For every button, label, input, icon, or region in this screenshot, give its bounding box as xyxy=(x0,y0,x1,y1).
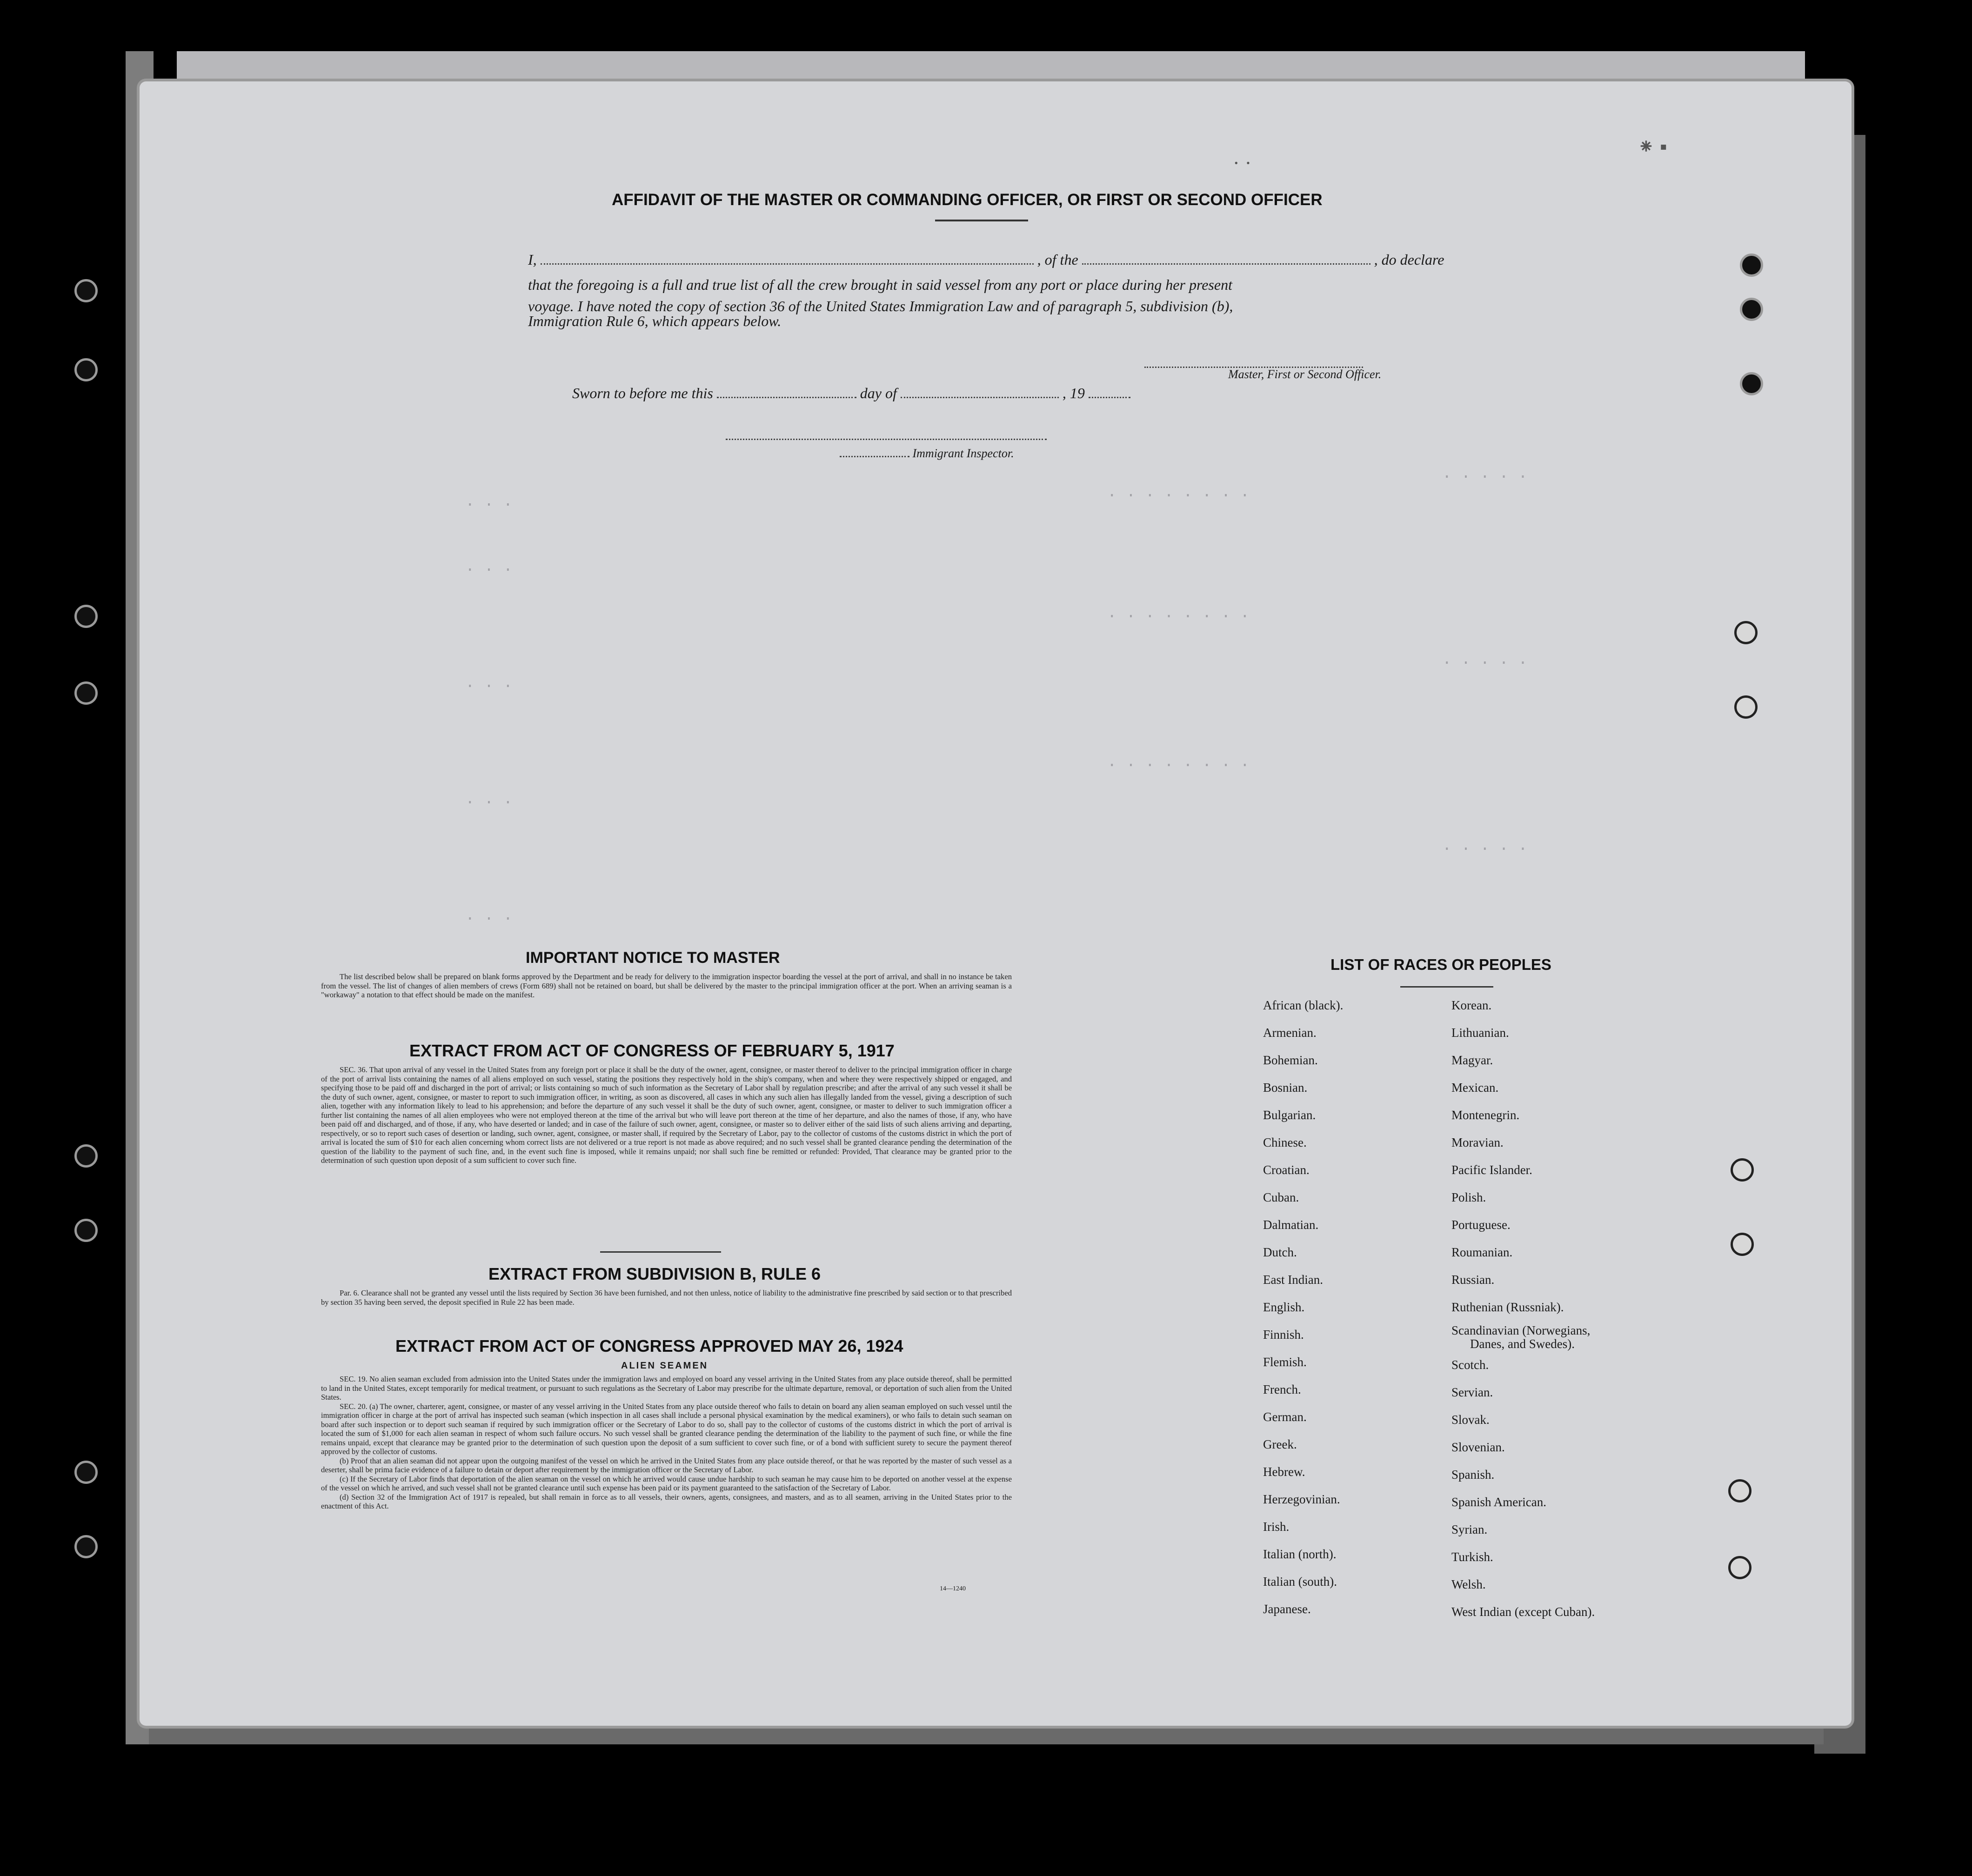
race-item: Italian (south). xyxy=(1263,1575,1337,1589)
binder-hole xyxy=(74,279,98,302)
race-item: Ruthenian (Russniak). xyxy=(1451,1300,1564,1314)
divider xyxy=(935,220,1028,221)
race-item: West Indian (except Cuban). xyxy=(1451,1605,1595,1619)
race-item: Spanish American. xyxy=(1451,1495,1546,1509)
race-item: Italian (north). xyxy=(1263,1547,1337,1561)
race-item: Japanese. xyxy=(1263,1602,1311,1616)
race-item: Cuban. xyxy=(1263,1190,1299,1204)
race-item: Chinese. xyxy=(1263,1135,1307,1149)
race-item: German. xyxy=(1263,1410,1307,1424)
race-item: Greek. xyxy=(1263,1437,1297,1451)
affidavit-line-2: that the foregoing is a full and true list of all the crew brought in said vessel from any port or place during her present xyxy=(528,276,1232,293)
affidavit-title: AFFIDAVIT OF THE MASTER OR COMMANDING OFFICER, OR FIRST OR SECOND OFFICER xyxy=(612,191,1323,209)
divider xyxy=(1400,986,1493,988)
extract-1917-body: SEC. 36. That upon arrival of any vessel in the United States from any foreign port or place it shall be the duty of the owner, agent, consignee, or master thereof to deliver to the principal immigration officer in charge of the port of arrival lists containing the names of all aliens employed on such vessel, stating the positions they respectively hold in the ship's company, when and where they were respectively shipped or engaged, and specifying those to be paid off and discharged in the port of arrival; or lists containing so much of such information as the Secretary of Labor shall by regulation prescribe; and after the arrival of any such vessel it shall be the duty of such owner, agent, consignee, or master to report to such immigration officer, in writing, as soon as discovered, all cases in which any such alien has illegally landed from the vessel, giving a description of such alien, together with any information likely to lead to his apprehension; and before the departure of any such vessel it shall be the duty of such owner, agent, consignee, or master to deliver to such immigration officer a further list containing the names of all alien employees who were not employed thereon at the time of the arrival but who will leave port thereon at the time of her departure, and also the names of those, if any, who have been paid off and discharged, and of those, if any, who have deserted or landed; and in case of the failure of such owner, agent, consignee, or master so to deliver either of the said lists of such aliens arriving and departing, respectively, or so to report such cases of desertion or landing, such owner, agent, consignee, or master shall, if required by the Secretary of Labor, pay to the collector of customs of the customs district in which the port of arrival is located the sum of $10 for each alien concerning whom correct lists are not delivered or a true report is not made as above required; and no such vessel shall be granted clearance pending the determination of the question of the liability to the payment of such fine, and, in the event such fine is imposed, while it remains unpaid; nor shall such fine be remitted or refunded: Provided, That clearance may be granted prior to the determination of such question upon deposit of a sum sufficient to cover such fine. xyxy=(321,1065,1012,1165)
binder-hole xyxy=(74,1219,98,1242)
extract-1917-title: EXTRACT FROM ACT OF CONGRESS OF FEBRUARY 5, 1917 xyxy=(409,1041,895,1060)
races-title: LIST OF RACES OR PEOPLES xyxy=(1330,956,1551,973)
master-signature-blank[interactable] xyxy=(1144,354,1363,368)
race-item: East Indian. xyxy=(1263,1273,1323,1287)
race-item: Moravian. xyxy=(1451,1135,1504,1149)
bleed-through-text: . . . xyxy=(465,907,513,925)
binder-hole xyxy=(1731,1158,1754,1182)
extract-1924-title: EXTRACT FROM ACT OF CONGRESS APPROVED MAY 26, 1924 xyxy=(395,1336,903,1355)
race-item: Turkish. xyxy=(1451,1550,1493,1564)
affidavit-line-4: Immigration Rule 6, which appears below. xyxy=(528,313,782,329)
race-item: Croatian. xyxy=(1263,1163,1310,1177)
race-item: Mexican. xyxy=(1451,1081,1499,1095)
races-left-column xyxy=(1263,992,1343,1623)
page-stack-edge-top xyxy=(177,51,1805,84)
race-item: Portuguese. xyxy=(1451,1218,1511,1232)
notice-title: IMPORTANT NOTICE TO MASTER xyxy=(526,949,780,967)
race-item: Polish. xyxy=(1451,1190,1486,1204)
inspector-signature-blank[interactable] xyxy=(726,426,1047,440)
race-item: Bulgarian. xyxy=(1263,1108,1316,1122)
race-item: Dutch. xyxy=(1263,1245,1297,1259)
race-item: Spanish. xyxy=(1451,1468,1495,1482)
race-item: Syrian. xyxy=(1451,1522,1488,1536)
binder-hole xyxy=(74,1144,98,1168)
race-item: Magyar. xyxy=(1451,1053,1493,1067)
binder-hole xyxy=(1734,695,1758,719)
binder-hole xyxy=(1740,372,1763,395)
race-item: Servian. xyxy=(1451,1385,1493,1399)
race-item: Bosnian. xyxy=(1263,1081,1308,1095)
master-signature-label: Master, First or Second Officer. xyxy=(1228,367,1382,381)
race-item: Korean. xyxy=(1451,998,1492,1012)
binder-hole xyxy=(74,681,98,705)
race-item: Dalmatian. xyxy=(1263,1218,1319,1232)
ink-mark: ⁕ ▪ xyxy=(1638,135,1667,158)
affidavit-line-3: voyage. I have noted the copy of section 36 of the United States Immigration Law and of paragraph 5, subdivision (b), xyxy=(528,298,1233,314)
race-item: Herzegovinian. xyxy=(1263,1492,1340,1506)
race-item: Russian. xyxy=(1451,1273,1495,1287)
vessel-blank[interactable] xyxy=(1082,250,1370,265)
binder-hole xyxy=(1728,1479,1751,1502)
rule6-body: Par. 6. Clearance shall not be granted any vessel until the lists required by Section 36 have been furnished, and not then unless, notice of liability to the administrative fine prescribed by said section or to that prescribed by section 35 having been served, the deposit specified in Rule 22 has been made. xyxy=(321,1288,1012,1307)
binder-hole xyxy=(1740,298,1763,321)
name-blank[interactable] xyxy=(541,250,1034,265)
bleed-through-text: . . . . . . . . xyxy=(1107,605,1250,622)
race-item: Flemish. xyxy=(1263,1355,1307,1369)
race-item: French. xyxy=(1263,1382,1301,1396)
divider xyxy=(600,1251,721,1253)
binder-hole xyxy=(1734,621,1758,644)
race-item: Roumanian. xyxy=(1451,1245,1513,1259)
race-item: Slovak. xyxy=(1451,1413,1490,1427)
races-right-column xyxy=(1451,992,1595,1626)
race-item: Hebrew. xyxy=(1263,1465,1305,1479)
rule6-title: EXTRACT FROM SUBDIVISION B, RULE 6 xyxy=(488,1264,821,1283)
extract-1924-body: SEC. 19. No alien seaman excluded from admission into the United States under the immigration laws and employed on board any vessel arriving in the United States from any place outside thereof, shall be permitted to land in the United States, except temporarily for medical treatment, or pursuant to such regulations as the Secretary of Labor may prescribe for the ultimate departure, removal, or deportation of such alien from the United States. SEC. 20. (a) The owner, charterer, agent, consignee, or master of any vessel arriving in the United States from any place outside thereof who fails to detain on board any alien seaman employed on such vessel until the immigration officer in charge at the port of arrival has inspected such seaman (which inspection in all cases shall include a personal physical examination by the medical examiners), or who fails to detain such seaman on board after such inspection or to deport such seaman if required by such immigration officer or the Secretary of Labor to do so, shall pay to the collector of customs of the customs district in which the port of arrival is located the sum of $1,000 for each alien seaman in respect of whom such failure occurs. No such vessel shall be granted clearance pending the determination of the liability to the payment of such fine, or while the fine remains unpaid, except that clearance may be granted prior to the determination of such question upon the deposit of a sum sufficient to cover such fine, or of a bond with sufficient surety to secure the payment thereof approved by the collector of customs. (b) Proof that an alien seaman did not appear upon the outgoing manifest of the vessel on which he arrived in the United States from any place outside thereof, or that he was reported by the master of such vessel as a deserter, shall be prima facie evidence of a failure to detain or deport after requirement by the immigration officer or the Secretary of Labor. (c) If the Secretary of Labor finds that deportation of the alien seaman on the vessel on which he arrived would cause undue hardship to such seaman he may cause him to be deported on another vessel at the expense of the vessel on which he arrived, and such vessel shall not be granted clearance until such expense has been paid or its payment guaranteed to the satisfaction of the Secretary of Labor. (d) Section 32 of the Immigration Act of 1917 is repealed, but shall remain in force as to all vessels, their owners, agents, consignees, and masters, and as to all seamen, arriving in the United States prior to the enactment of this Act. xyxy=(321,1375,1012,1510)
race-item: Bohemian. xyxy=(1263,1053,1318,1067)
race-item: Armenian. xyxy=(1263,1026,1317,1040)
race-item: Lithuanian. xyxy=(1451,1026,1509,1040)
binder-hole xyxy=(74,1461,98,1484)
inspector-signature-label: Immigrant Inspector. xyxy=(840,447,1014,461)
binder-hole xyxy=(74,1535,98,1558)
race-item: Scandinavian (Norwegians, Danes, and Swedes). xyxy=(1451,1323,1591,1351)
bleed-through-text: . . . xyxy=(465,493,513,511)
inspector-blank-prefix[interactable] xyxy=(840,447,909,457)
race-item: Scotch. xyxy=(1451,1358,1489,1372)
sworn-year-blank[interactable] xyxy=(1089,384,1130,398)
race-item: Slovenian. xyxy=(1451,1440,1505,1454)
notice-body: The list described below shall be prepared on blank forms approved by the Department and be ready for delivery to the immigration inspector boarding the vessel at the port of arrival, and shall in no instance be taken from the vessel. The list of changes of alien members of crews (Form 689) shall not be retained on board, but shall be delivered by the master to the principal immigration officer at the port. When an arriving seaman is a "workaway" a notation to that effect should be made on the manifest. xyxy=(321,972,1012,999)
bleed-through-text: . . . . . xyxy=(1442,465,1528,483)
race-item: Pacific Islander. xyxy=(1451,1163,1532,1177)
ink-mark: · · xyxy=(1233,152,1252,174)
binder-hole xyxy=(1740,254,1763,277)
bleed-through-text: . . . . . . . . xyxy=(1107,754,1250,771)
sworn-line: Sworn to before me this day of , 19 xyxy=(572,384,1130,402)
bleed-through-text: . . . . . xyxy=(1442,651,1528,669)
race-item: Montenegrin. xyxy=(1451,1108,1520,1122)
bleed-through-text: . . . xyxy=(465,558,513,576)
bleed-through-text: . . . xyxy=(465,674,513,692)
binder-hole xyxy=(1731,1233,1754,1256)
race-item: Welsh. xyxy=(1451,1577,1486,1591)
form-number: 14—1240 xyxy=(940,1585,966,1592)
affidavit-line-1: I, , of the , do declare xyxy=(528,251,1444,268)
bleed-through-text: . . . . . xyxy=(1442,837,1528,855)
sworn-date-blank[interactable] xyxy=(717,384,856,398)
sworn-month-blank[interactable] xyxy=(901,384,1059,398)
binder-hole xyxy=(1728,1556,1751,1579)
race-item: English. xyxy=(1263,1300,1305,1314)
race-item: African (black). xyxy=(1263,998,1344,1012)
bleed-through-text: . . . xyxy=(465,791,513,808)
binder-hole xyxy=(74,605,98,628)
race-item: Irish. xyxy=(1263,1520,1290,1534)
bleed-through-text: . . . . . . . . xyxy=(1107,484,1250,501)
binder-hole xyxy=(74,358,98,381)
extract-1924-subtitle: ALIEN SEAMEN xyxy=(621,1361,709,1371)
race-item: Finnish. xyxy=(1263,1328,1304,1342)
